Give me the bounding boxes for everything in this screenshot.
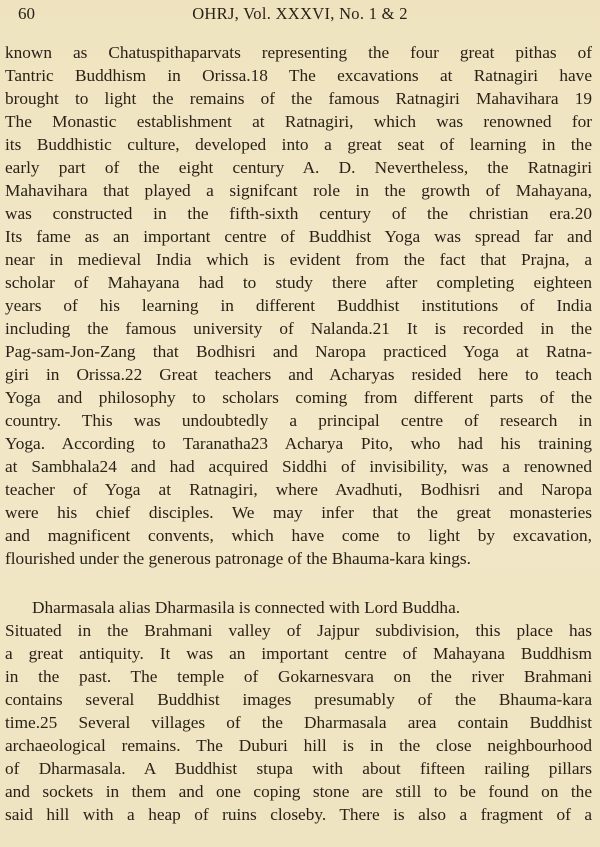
text-line: Tantric Buddhism in Orissa.18 The excavations at Ratnagiri have — [5, 66, 592, 85]
text-line: Mahavihara that played a signifcant role in the growth of Mahayana, — [5, 181, 592, 200]
text-line: said hill with a heap of ruins closeby. There is also a fragment of a — [5, 805, 592, 824]
text-line: teacher of Yoga at Ratnagiri, where Avadhuti, Bodhisri and Naropa — [5, 480, 592, 499]
text-line: early part of the eight century A. D. Nevertheless, the Ratnagiri — [5, 158, 592, 177]
text-line: Its fame as an important centre of Buddhist Yoga was spread far and — [5, 227, 592, 246]
text-line: brought to light the remains of the famous Ratnagiri Mahavihara 19 — [5, 89, 592, 108]
text-line: The Monastic establishment at Ratnagiri, which was renowned for — [5, 112, 592, 131]
text-line: was constructed in the fifth-sixth century of the christian era.20 — [5, 204, 592, 223]
text-line: Pag-sam-Jon-Zang that Bodhisri and Naropa practiced Yoga at Ratna- — [5, 342, 592, 361]
text-line: and sockets in them and one coping stone are still to be found on the — [5, 782, 592, 801]
page-header — [18, 4, 582, 26]
running-title: OHRJ, Vol. XXXVI, No. 1 & 2 — [192, 4, 408, 23]
text-line: and magnificent convents, which have come to light by excavation, — [5, 526, 592, 545]
text-line: giri in Orissa.22 Great teachers and Acharyas resided here to teach — [5, 365, 592, 384]
text-line: its Buddhistic culture, developed into a great seat of learning in the — [5, 135, 592, 154]
text-line: known as Chatuspithaparvats representing the four great pithas of — [5, 43, 592, 62]
page-number: 60 — [18, 4, 35, 23]
text-line: including the famous university of Nalanda.21 It is recorded in the — [5, 319, 592, 338]
text-line: at Sambhala24 and had acquired Siddhi of invisibility, was a renowned — [5, 457, 592, 476]
text-line: Dharmasala alias Dharmasila is connected with Lord Buddha. — [32, 598, 461, 617]
text-line: Situated in the Brahmani valley of Jajpur subdivision, this place has — [5, 621, 592, 640]
text-line: time.25 Several villages of the Dharmasala area contain Buddhist — [5, 713, 592, 732]
text-line: contains several Buddhist images presumably of the Bhauma-kara — [5, 690, 592, 709]
text-line: years of his learning in different Buddhist institutions of India — [5, 296, 592, 315]
text-line: flourished under the generous patronage of the Bhauma-kara kings. — [5, 549, 471, 568]
text-line: scholar of Mahayana had to study there after completing eighteen — [5, 273, 592, 292]
text-line: of Dharmasala. A Buddhist stupa with about fifteen railing pillars — [5, 759, 592, 778]
text-line: Yoga. According to Taranatha23 Acharya Pito, who had his training — [5, 434, 592, 453]
text-line: archaeological remains. The Duburi hill is in the close neighbourhood — [5, 736, 592, 755]
text-line: in the past. The temple of Gokarnesvara on the river Brahmani — [5, 667, 592, 686]
text-line: near in medieval India which is evident from the fact that Prajna, a — [5, 250, 592, 269]
text-line: Yoga and philosophy to scholars coming from different parts of the — [5, 388, 592, 407]
text-line: were his chief disciples. We may infer that the great monasteries — [5, 503, 592, 522]
text-line: country. This was undoubtedly a principal centre of research in — [5, 411, 592, 430]
text-line: a great antiquity. It was an important centre of Mahayana Buddhism — [5, 644, 592, 663]
